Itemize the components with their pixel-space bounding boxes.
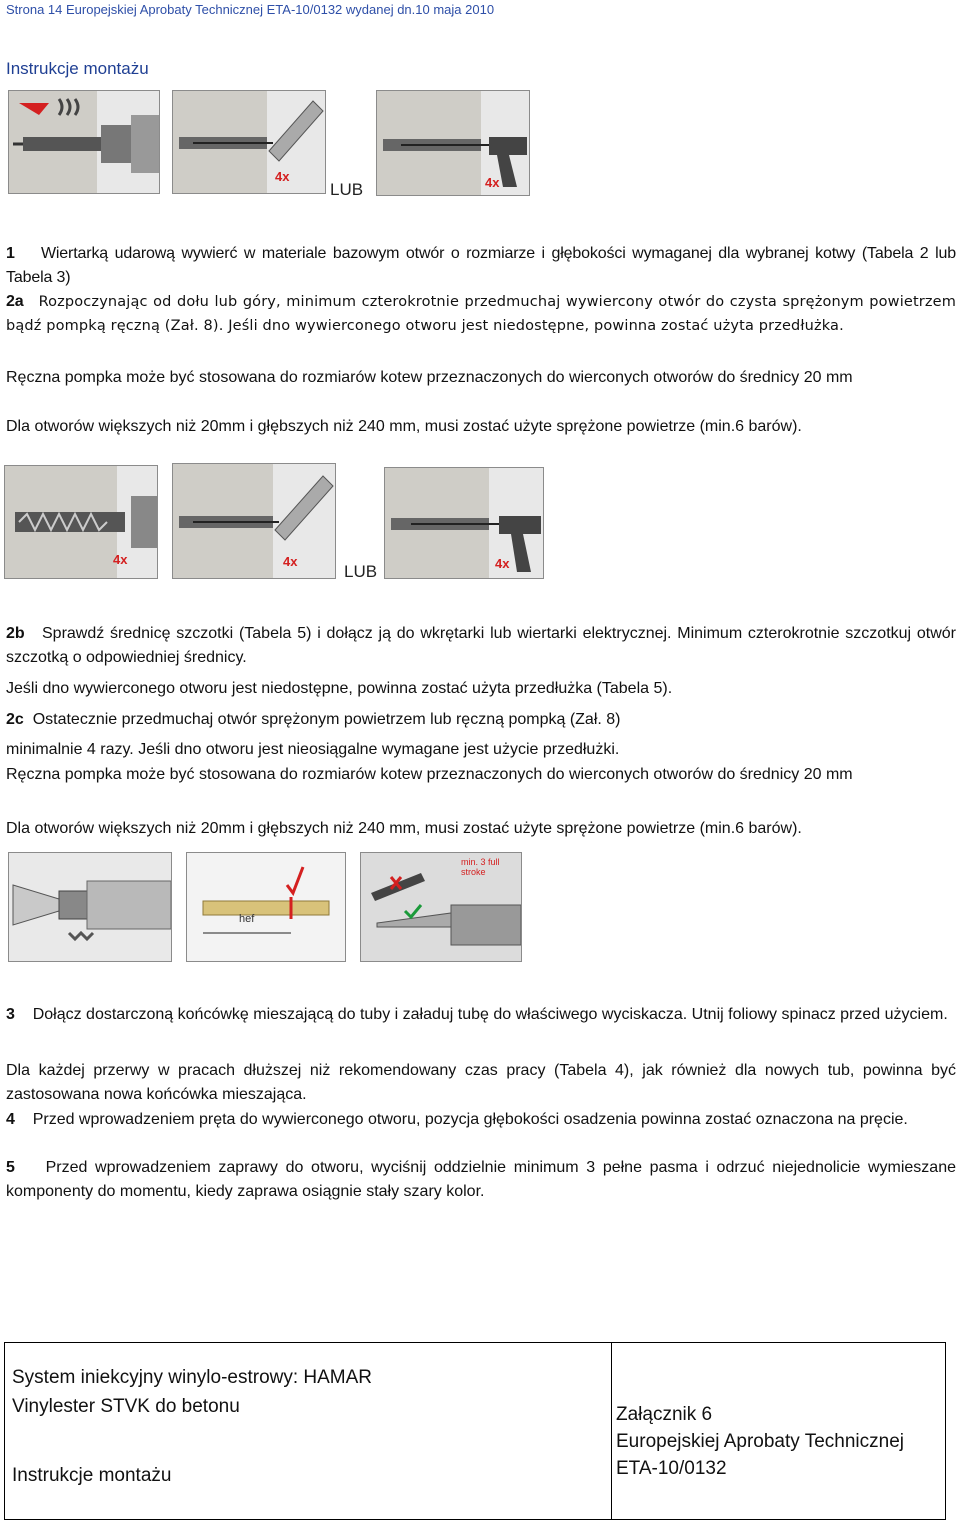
mixer-note: Dla każdej przerwy w pracach dłuższej niż rekomendowany czas pracy (Tabela 4), jak również dla nowych tub, powinna być zastosowana nowa końcówka mieszająca. bbox=[6, 1062, 956, 1103]
step-number: 4 bbox=[6, 1111, 15, 1128]
figure-discard-strokes bbox=[360, 852, 522, 962]
figure-badge-4x: 4x bbox=[113, 552, 128, 567]
footer-table bbox=[4, 1342, 946, 1520]
step-text: Dołącz dostarczoną końcówkę mieszającą do tuby i załaduj tubę do właściwego wyciskacza. Utnij foliowy spinacz przed użyciem. bbox=[32, 1006, 948, 1023]
pump-note: Ręczna pompka może być stosowana do rozmiarów kotew przeznaczonych do wierconych otworów do średnicy 20 mm bbox=[6, 766, 853, 783]
footer-section: Instrukcje montażu bbox=[12, 1465, 172, 1486]
footer-system: System iniekcyjny winylo-estrowy: HAMAR bbox=[12, 1367, 373, 1388]
extension-note: Jeśli dno wywierconego otworu jest niedostępne, powinna zostać użyta przedłużka (Tabela 5). bbox=[6, 680, 673, 697]
figure-drilling bbox=[8, 90, 160, 194]
step-text: Wiertarką udarową wywierć w materiale bazowym otwór o rozmiarze i głębokości wymaganej dla wybranej kotwy (Tabela 2 lub Tabela 3) bbox=[6, 245, 956, 286]
step-5 bbox=[6, 1156, 956, 1204]
footer-product-block bbox=[12, 1363, 372, 1421]
step-number: 2a bbox=[6, 293, 24, 310]
step-number: 3 bbox=[6, 1006, 15, 1023]
figure-blowout-air-2 bbox=[384, 467, 544, 579]
figure-embedment-mark bbox=[186, 852, 346, 962]
step-2a bbox=[6, 290, 956, 338]
air-note: Dla otworów większych niż 20mm i głębszych niż 240 mm, musi zostać użyte sprężone powietrze (min.6 barów). bbox=[6, 820, 802, 837]
minimum-note: minimalnie 4 razy. Jeśli dno otworu jest nieosiągalne wymagane jest użycie przedłużki. bbox=[6, 741, 620, 758]
step-2c bbox=[6, 708, 956, 732]
step-text: Sprawdź średnicę szczotki (Tabela 5) i dołącz ją do wkrętarki lub wiertarki elektrycznej. Minimum czterokrotnie szczotkuj otwór szczotką o odpowiedniej średnicy. bbox=[6, 625, 956, 666]
figure-blowout-pump-2 bbox=[172, 463, 336, 579]
or-label: LUB bbox=[344, 562, 378, 581]
footer-product: Vinylester STVK do betonu bbox=[12, 1396, 240, 1417]
stroke-note: min. 3 full stroke bbox=[461, 857, 500, 877]
footer-approval: Europejskiej Aprobaty Technicznej bbox=[616, 1431, 904, 1452]
footer-eta: ETA-10/0132 bbox=[616, 1458, 727, 1479]
footer-annex: Załącznik 6 bbox=[616, 1404, 713, 1425]
figure-badge-4x: 4x bbox=[275, 169, 290, 184]
air-note: Dla otworów większych niż 20mm i głębszych niż 240 mm, musi zostać użyte sprężone powietrze (min.6 barów). bbox=[6, 418, 802, 435]
step-text: Rozpoczynając od dołu lub góry, minimum czterokrotnie przedmuchaj wywiercony otwór do czysta sprężonym powietrzem bądź pompką ręczną (Zał. 8). Jeśli dno wywierconego otworu jest niedostępne, powinna zostać użyta przedłużka. bbox=[6, 294, 956, 334]
figure-badge-4x: 4x bbox=[283, 554, 298, 569]
footer-right-cell bbox=[616, 1401, 904, 1482]
step-2b bbox=[6, 622, 956, 670]
or-label: LUB bbox=[330, 180, 364, 199]
embedment-depth-label: hef bbox=[239, 913, 255, 925]
step-4 bbox=[6, 1108, 956, 1132]
step-number: 2b bbox=[6, 625, 25, 642]
step-text: Ostatecznie przedmuchaj otwór sprężonym powietrzem lub ręczną pompką (Zał. 8) bbox=[32, 711, 621, 728]
step-number: 5 bbox=[6, 1159, 15, 1176]
section-title: Instrukcje montażu bbox=[6, 59, 149, 78]
step-1 bbox=[6, 242, 956, 290]
footer-left-cell bbox=[5, 1343, 612, 1519]
step-number: 1 bbox=[6, 245, 15, 262]
pump-note: Ręczna pompka może być stosowana do rozmiarów kotew przeznaczonych do wierconych otworów do średnicy 20 mm bbox=[6, 369, 853, 386]
figure-badge-4x: 4x bbox=[485, 175, 500, 190]
figure-blowout-pump bbox=[172, 90, 326, 194]
figure-blowout-air bbox=[376, 90, 530, 196]
page-header: Strona 14 Europejskiej Aprobaty Technicznej ETA-10/0132 wydanej dn.10 maja 2010 bbox=[6, 2, 495, 17]
step-3 bbox=[6, 1003, 956, 1027]
step-number: 2c bbox=[6, 711, 24, 728]
figure-brushing bbox=[4, 465, 158, 579]
figure-mixer-nozzle bbox=[8, 852, 172, 962]
step-text: Przed wprowadzeniem pręta do wywierconego otworu, pozycja głębokości osadzenia powinna zostać oznaczona na pręcie. bbox=[32, 1111, 908, 1128]
step-text: Przed wprowadzeniem zaprawy do otworu, wyciśnij oddzielnie minimum 3 pełne pasma i odrzuć niejednolicie wymieszane komponenty do momentu, kiedy zaprawa osiągnie stały szary kolor. bbox=[6, 1159, 957, 1200]
figure-badge-4x: 4x bbox=[495, 556, 510, 571]
